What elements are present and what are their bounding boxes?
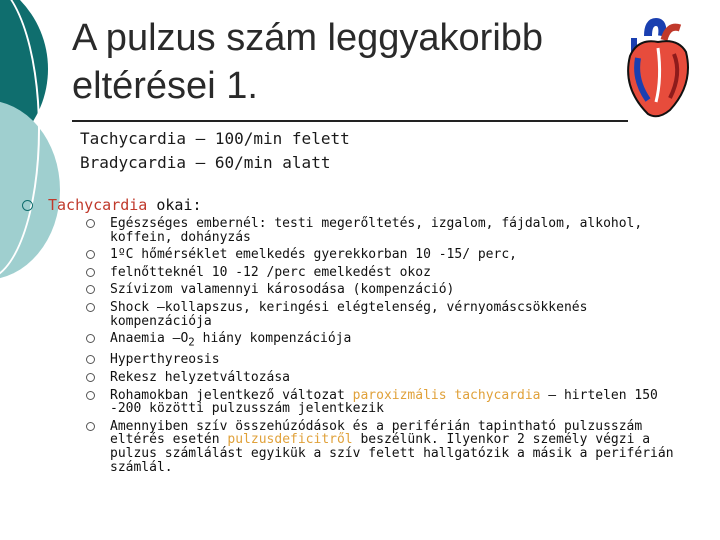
item-text: 1ºC hőmérséklet emelkedés gyerekkorban 10 -15/ perc,	[110, 247, 517, 263]
bullet-circle-icon	[22, 200, 33, 211]
list-item	[82, 217, 692, 244]
item-text: beszélünk. Ilyenkor 2 személy végzi a pulzus számlálást egyikük a szív felett hallgatózik a másik a periférián számlál.	[110, 432, 674, 475]
bullet-circle-icon	[86, 250, 95, 259]
list-item	[82, 301, 692, 328]
item-text: felnőtteknél 10 -12 /perc emelkedést okoz	[110, 264, 431, 280]
summary-line-tachycardia: Tachycardia – 100/min felett	[80, 129, 350, 148]
item-text: Rekesz helyzetváltozása	[110, 369, 291, 385]
tachycardia-term: Tachycardia	[48, 196, 148, 214]
main-bullet	[22, 196, 692, 215]
bullet-circle-icon	[86, 285, 95, 294]
list-item	[82, 283, 692, 297]
bullet-circle-icon	[86, 373, 95, 382]
bullet-circle-icon	[86, 268, 95, 277]
bullet-circle-icon	[86, 355, 95, 364]
bullet-circle-icon	[86, 303, 95, 312]
causes-list	[22, 217, 692, 474]
item-text: Egészséges embernél: testi megerőltetés, izgalom, fájdalom, alkohol, koffein, dohányzás	[110, 216, 643, 245]
main-bullet-list	[22, 196, 692, 478]
bullet-circle-icon	[86, 334, 95, 343]
item-text: Szívizom valamennyi károsodása (kompenzáció)	[110, 282, 455, 298]
item-text: Anaemia –O	[110, 331, 189, 347]
item-text: Shock –kollapszus, keringési elégtelenség, vérnyomáscsökkenés kompenzációja	[110, 299, 588, 329]
list-item	[82, 266, 692, 280]
list-item	[82, 371, 692, 385]
item-text: Rohamokban jelentkező változat	[110, 387, 353, 403]
item-text: Hyperthyreosis	[110, 352, 220, 368]
summary-line-bradycardia: Bradycardia – 60/min alatt	[80, 153, 331, 172]
title-underline	[72, 120, 628, 122]
list-item	[82, 420, 692, 474]
heart-anatomy-icon	[618, 18, 698, 122]
bullet-circle-icon	[86, 219, 95, 228]
list-item	[82, 332, 692, 349]
item-text: Amennyiben szív összehúzódások és a periférián tapintható pulzusszám eltérés esetén	[110, 418, 643, 448]
causes-label: okai:	[147, 196, 202, 214]
item-text: – hirtelen 150 -200 közötti pulzusszám jelentkezik	[110, 387, 658, 417]
list-item	[82, 353, 692, 367]
pulse-deficit-link[interactable]: pulzusdeficitről	[227, 432, 353, 448]
item-text: hiány kompenzációja	[194, 331, 352, 347]
top-summary	[80, 127, 350, 175]
slide-title: A pulzus szám leggyakoribb eltérései 1.	[72, 17, 544, 107]
list-item	[82, 389, 692, 416]
bullet-circle-icon	[86, 422, 95, 431]
list-item	[82, 248, 692, 262]
bullet-circle-icon	[86, 391, 95, 400]
paroxysmal-link[interactable]: paroxizmális tachycardia	[352, 387, 541, 403]
subscript: 2	[188, 335, 195, 349]
